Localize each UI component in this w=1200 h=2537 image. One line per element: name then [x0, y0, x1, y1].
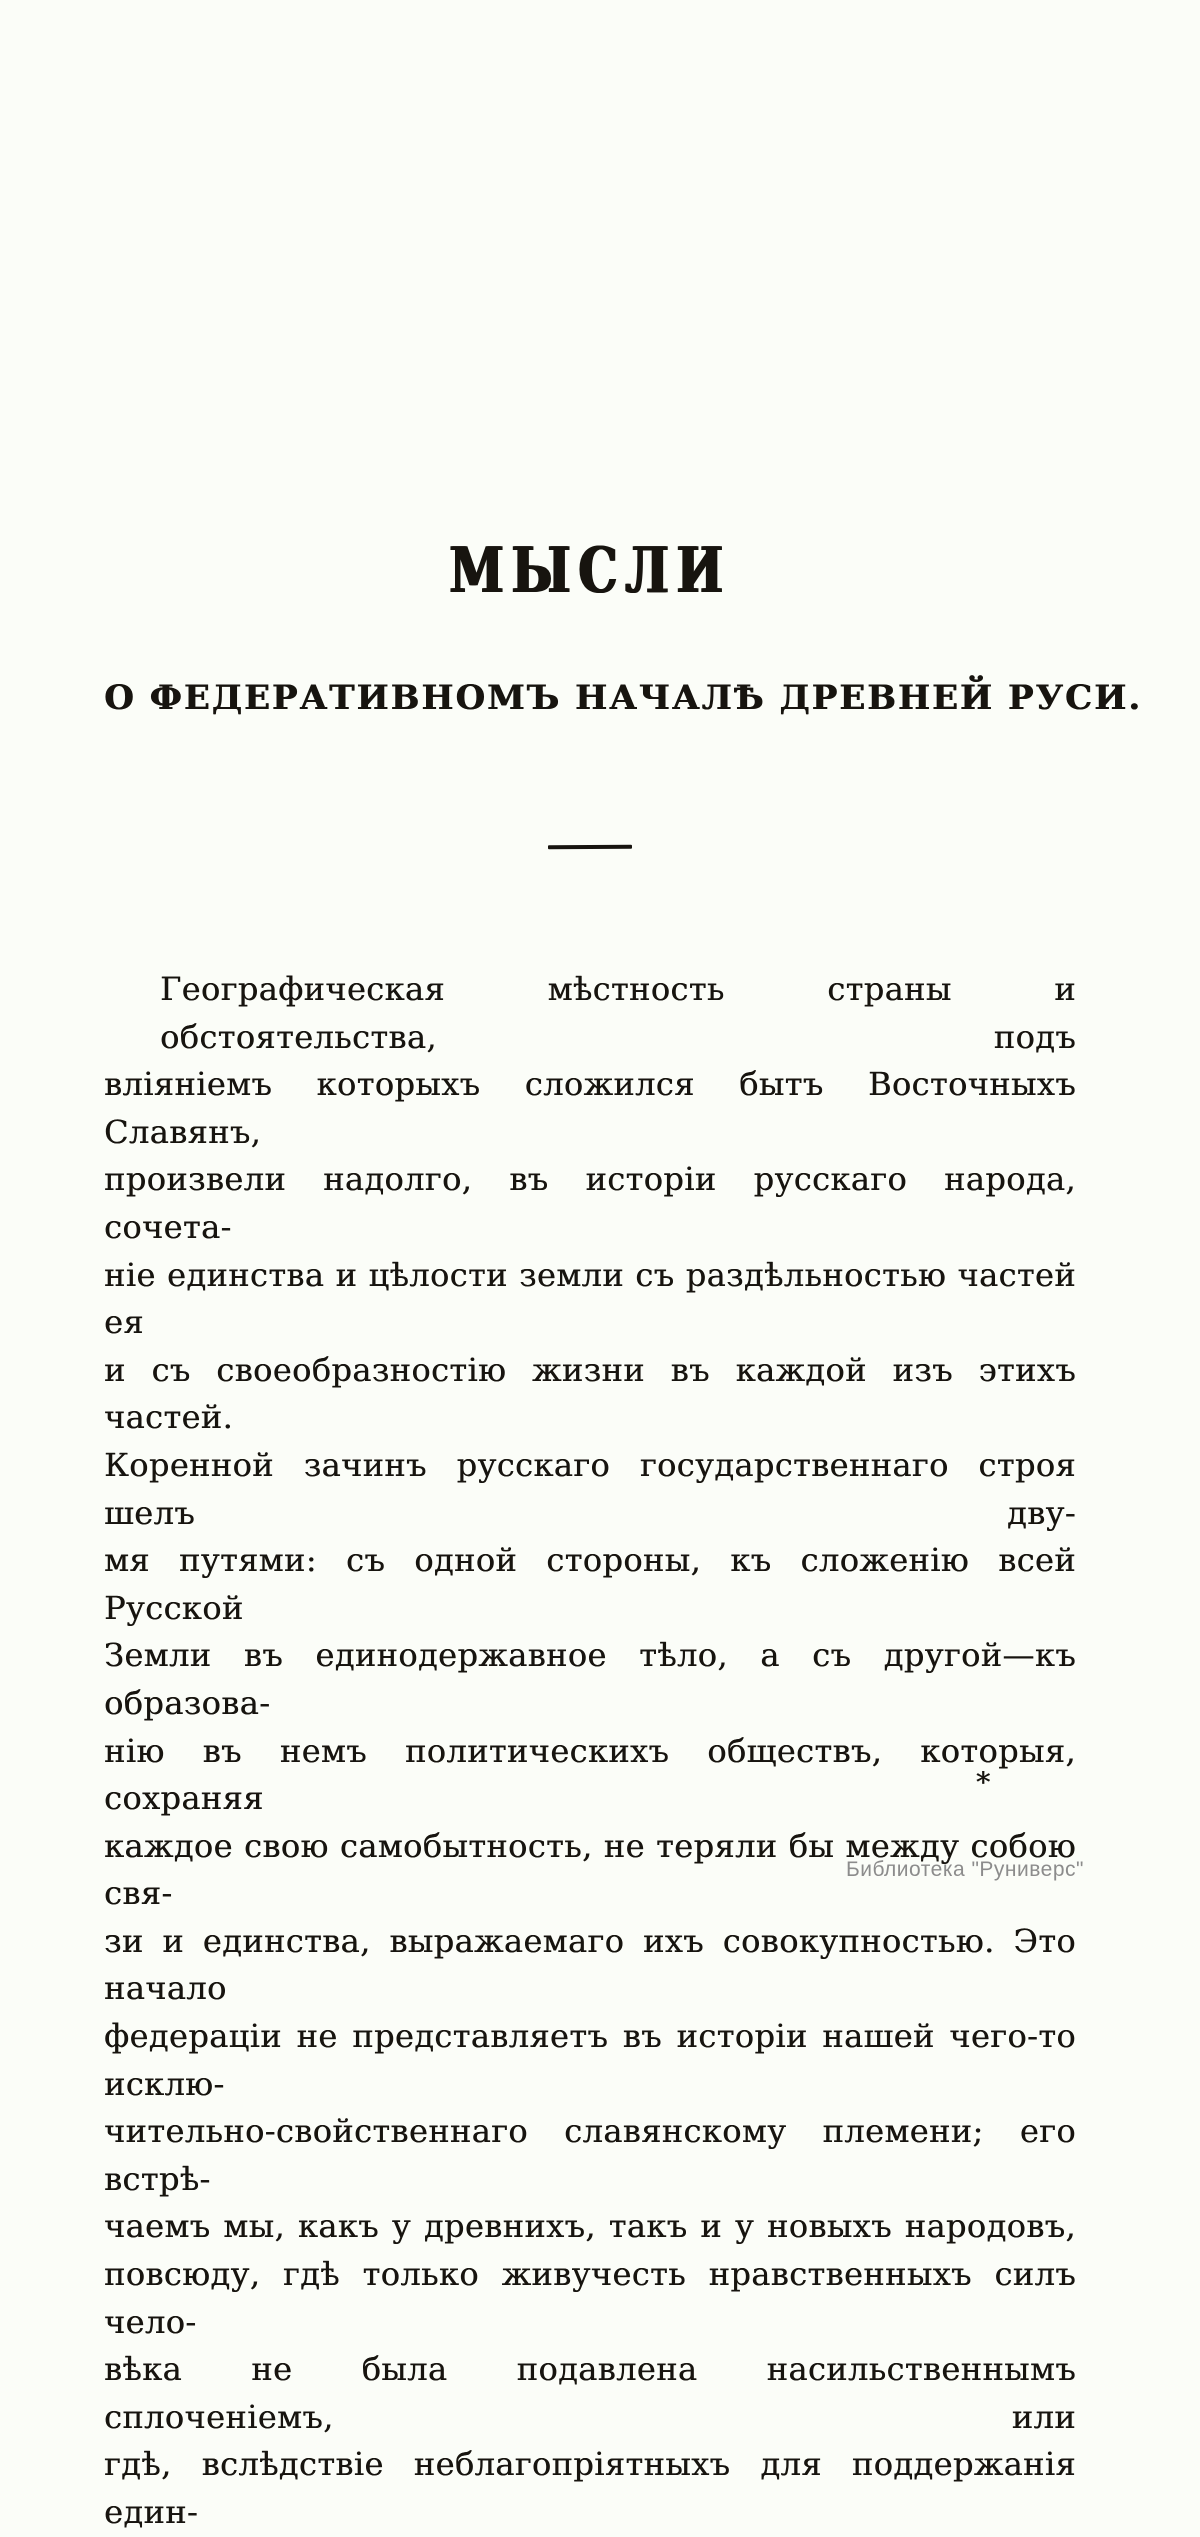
- body-line: ніе единства и цѣлости земли съ раздѣльностью частей ея: [104, 1255, 1076, 1342]
- signature-mark: *: [976, 1766, 990, 1799]
- body-line: каждое свою самобытность, не теряли бы между собою свя-: [104, 1826, 1076, 1913]
- body-line: вліяніемъ которыхъ сложился бытъ Восточныхъ Славянъ,: [104, 1065, 1076, 1151]
- section-divider-rule: [548, 845, 632, 850]
- body-line: чаемъ мы, какъ у древнихъ, такъ и у новыхъ народовъ,: [104, 2207, 1076, 2246]
- body-line: гдѣ, вслѣдствіе неблагопріятныхъ для поддержанія един-: [104, 2445, 1076, 2531]
- page-title: МЫСЛИ: [449, 533, 731, 607]
- library-watermark: Библиотека "Руниверс": [845, 1858, 1084, 1881]
- body-line: нію въ немъ политическихъ обществъ, которыя, сохраняя: [104, 1731, 1076, 1818]
- body-line: Земли въ единодержавное тѣло, а съ другой—къ образова-: [104, 1636, 1076, 1722]
- body-line: зи и единства, выражаемаго ихъ совокупностью. Это начало: [104, 1921, 1076, 2008]
- body-text: [104, 966, 1076, 2537]
- body-line: федераціи не представляетъ въ исторіи нашей чего-то исклю-: [104, 2017, 1076, 2103]
- text-column: [104, 0, 1142, 2531]
- body-line: повсюду, гдѣ только живучесть нравственныхъ силъ чело-: [104, 2255, 1076, 2341]
- body-line: Географическая мѣстность страны и обстоятельства, подъ: [160, 970, 1076, 1056]
- body-line: вѣка не была подавлена насильственнымъ сплоченіемъ, или: [104, 2350, 1076, 2436]
- body-line: произвели надолго, въ исторіи русскаго народа, сочета-: [104, 1160, 1076, 1246]
- body-line: Коренной зачинъ русскаго государственнаго строя шелъ дву-: [104, 1445, 1076, 1532]
- body-line: мя путями: съ одной стороны, къ сложенію всей Русской: [104, 1541, 1076, 1627]
- body-line: и съ своеобразностію жизни въ каждой изъ этихъ частей.: [104, 1350, 1076, 1437]
- page-subtitle: О ФЕДЕРАТИВНОМЪ НАЧАЛѢ ДРЕВНЕЙ РУСИ.: [104, 678, 1142, 718]
- body-line: чительно-свойственнаго славянскому племени; его встрѣ-: [104, 2112, 1076, 2198]
